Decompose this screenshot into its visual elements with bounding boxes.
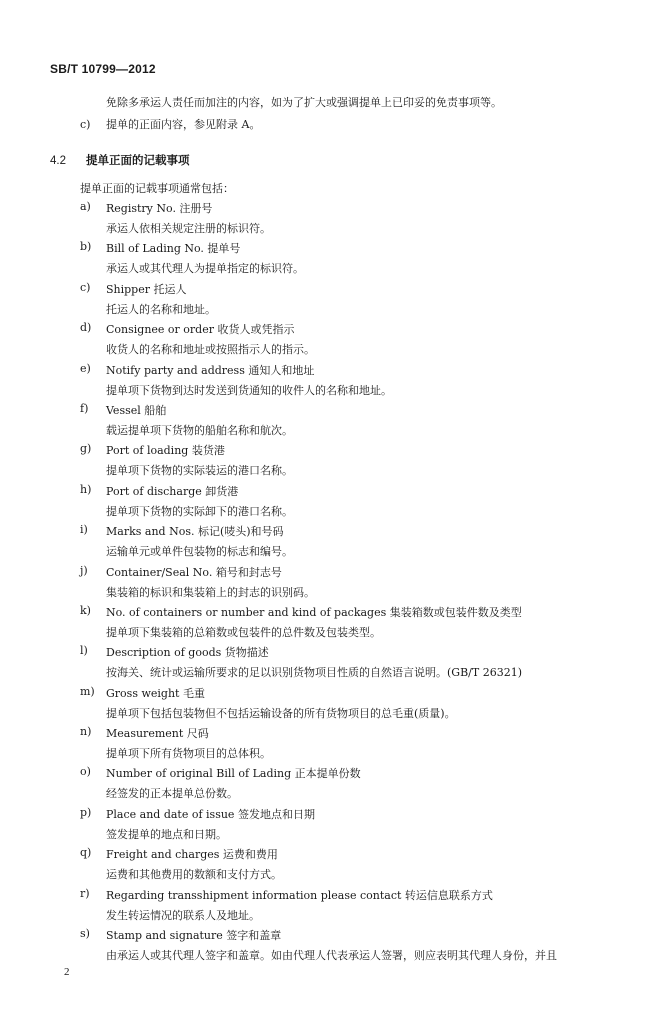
item-letter: o): [80, 765, 91, 779]
item-letter: c): [80, 280, 91, 294]
item-description: 提单项下所有货物项目的总体积。: [106, 747, 271, 761]
item-letter: d): [80, 321, 92, 335]
item-letter: h): [80, 482, 92, 496]
item-description: 由承运人或其代理人签字和盖章。如由代理人代表承运人签署，则应表明其代理人身份，并且: [106, 949, 557, 963]
list-item: [0, 886, 668, 926]
item-heading: Number of original Bill of Lading 正本提单份数: [106, 767, 361, 781]
item-heading: Notify party and address 通知人和地址: [106, 363, 315, 377]
item-description: 承运人或其代理人为提单指定的标识符。: [106, 262, 304, 276]
list-item: [0, 280, 668, 320]
item-description: 集装箱的标识和集装箱上的封志的识别码。: [106, 585, 315, 599]
item-heading: Vessel 船舶: [106, 403, 167, 417]
section-number: 4.2: [50, 155, 66, 167]
item-description: 承运人依相关规定注册的标识符。: [106, 222, 271, 235]
item-description: 运费和其他费用的数额和支付方式。: [106, 868, 282, 882]
item-letter: e): [80, 361, 91, 375]
item-heading: Marks and Nos. 标记(唛头)和号码: [106, 525, 284, 539]
item-letter: r): [80, 886, 90, 900]
item-heading: Description of goods 货物描述: [106, 646, 269, 660]
list-item: [0, 401, 668, 441]
item-c-text: 提单的正面内容，参见附录 A。: [106, 118, 261, 131]
item-heading: Place and date of issue 签发地点和日期: [106, 807, 315, 821]
item-letter: s): [80, 927, 90, 941]
item-heading: Container/Seal No. 箱号和封志号: [106, 565, 282, 579]
page-number: 2: [64, 966, 70, 978]
section-heading: [50, 152, 190, 168]
item-heading: Freight and charges 运费和费用: [106, 848, 278, 862]
list-item: [0, 926, 668, 966]
list-item: [0, 482, 668, 522]
list-item: [0, 643, 668, 683]
item-list: [0, 199, 668, 966]
list-item: [0, 845, 668, 885]
list-item: [0, 320, 668, 360]
item-description: 提单项下货物的实际装运的港口名称。: [106, 464, 293, 478]
item-description: 经签发的正本提单总份数。: [106, 787, 238, 801]
item-heading: Gross weight 毛重: [106, 686, 205, 700]
item-description: 签发提单的地点和日期。: [106, 827, 227, 841]
item-description: 提单项下集装箱的总箱数或包装件的总件数及包装类型。: [106, 625, 381, 639]
item-letter: i): [80, 523, 88, 537]
item-heading: Measurement 尺码: [106, 727, 209, 741]
item-heading: Consignee or order 收货人或凭指示: [106, 323, 295, 337]
list-item: [0, 603, 668, 643]
list-item: [0, 199, 668, 239]
item-description: 运输单元或单件包装物的标志和编号。: [106, 545, 293, 559]
item-heading: Port of loading 装货港: [106, 444, 225, 458]
item-letter: j): [80, 563, 88, 577]
list-item: [0, 724, 668, 764]
item-letter: p): [80, 805, 92, 819]
item-heading: Stamp and signature 签字和盖章: [106, 929, 282, 943]
item-letter: f): [80, 401, 89, 415]
item-c-letter: c): [80, 118, 91, 131]
continuation-text: 免除多承运人责任而加注的内容，如为了扩大或强调提单上已印妥的免责事项等。: [106, 96, 502, 109]
item-description: 载运提单项下货物的船舶名称和航次。: [106, 423, 293, 437]
standard-code-header: SB/T 10799—2012: [50, 62, 156, 76]
item-letter: a): [80, 200, 91, 213]
list-item: [0, 684, 668, 724]
list-item: [0, 239, 668, 279]
item-letter: n): [80, 725, 92, 739]
section-title: 提单正面的记载事项: [86, 153, 190, 167]
item-heading: Regarding transshipment information please contact 转运信息联系方式: [106, 888, 493, 902]
list-item: [0, 522, 668, 562]
list-item: [0, 441, 668, 481]
list-item: [0, 764, 668, 804]
item-description: 提单项下包括包装物但不包括运输设备的所有货物项目的总毛重(质量)。: [106, 706, 456, 720]
item-heading: Bill of Lading No. 提单号: [106, 242, 241, 256]
item-heading: No. of containers or number and kind of packages 集装箱数或包装件数及类型: [106, 605, 522, 619]
section-intro: 提单正面的记载事项通常包括：: [80, 182, 234, 195]
item-letter: g): [80, 442, 92, 456]
list-item: [0, 361, 668, 401]
item-letter: q): [80, 846, 92, 860]
item-description: 托运人的名称和地址。: [106, 302, 216, 316]
list-item: [0, 805, 668, 845]
item-description: 发生转运情况的联系人及地址。: [106, 908, 260, 922]
item-letter: m): [80, 684, 95, 698]
item-letter: k): [80, 603, 91, 617]
item-description: 按海关、统计或运输所要求的足以识别货物项目性质的自然语言说明。(GB/T 26321): [106, 666, 522, 680]
item-heading: Port of discharge 卸货港: [106, 484, 239, 498]
item-heading: Registry No. 注册号: [106, 202, 213, 215]
item-letter: l): [80, 644, 88, 658]
item-description: 提单项下货物到达时发送到货通知的收件人的名称和地址。: [106, 383, 392, 397]
item-heading: Shipper 托运人: [106, 282, 187, 296]
item-description: 收货人的名称和地址或按照指示人的指示。: [106, 343, 315, 357]
item-letter: b): [80, 240, 92, 254]
list-item: [0, 563, 668, 603]
item-description: 提单项下货物的实际卸下的港口名称。: [106, 504, 293, 518]
